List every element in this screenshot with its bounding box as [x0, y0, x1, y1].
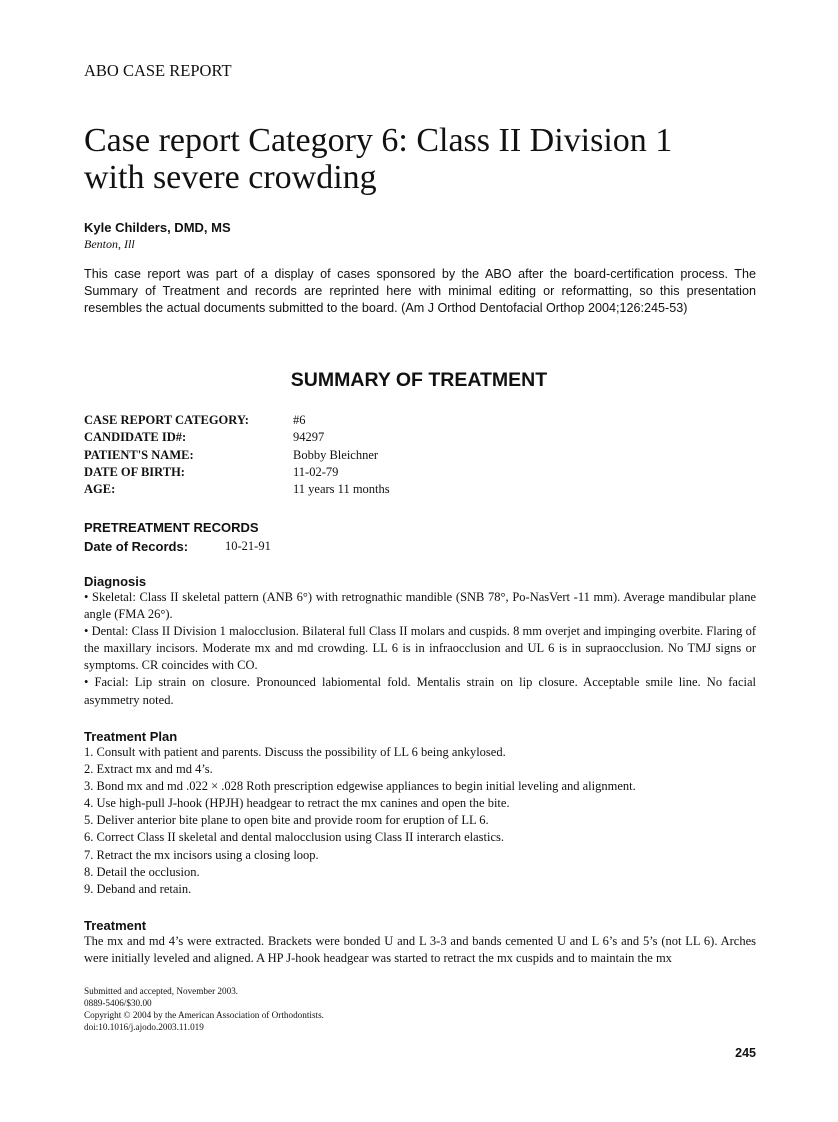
plan-item: 2. Extract mx and md 4’s. — [84, 762, 213, 777]
plan-item: 1. Consult with patient and parents. Discuss the possibility of LL 6 being ankylosed. — [84, 745, 506, 759]
footnote-line: doi:10.1016/j.ajodo.2003.11.019 — [84, 1022, 204, 1032]
date-value: 10-21-91 — [225, 539, 271, 553]
section-heading: PRETREATMENT RECORDS — [84, 520, 259, 535]
date-label: Date of Records: — [84, 539, 189, 554]
treatment-section — [84, 918, 756, 967]
info-value: Bobby Bleichner — [293, 447, 379, 462]
treatment-text: The mx and md 4’s were extracted. Brackets were bonded U and L 3-3 and bands cemented U and L 6’s and 5’s (not LL 6). Arches were initially leveled and aligned. A HP J-hook headgear was started to retract the mx cuspids and to maintain the mx — [84, 934, 756, 966]
section-heading: Treatment — [84, 918, 147, 933]
info-row — [84, 447, 756, 464]
title-line: with severe crowding — [84, 159, 377, 196]
section-heading: Diagnosis — [84, 574, 147, 589]
summary-heading: SUMMARY OF TREATMENT — [290, 369, 548, 391]
info-label: PATIENT'S NAME: — [84, 447, 194, 462]
article-title — [84, 122, 756, 196]
info-row — [84, 429, 756, 446]
info-label: DATE OF BIRTH: — [84, 464, 185, 479]
diagnosis-item: • Facial: Lip strain on closure. Pronounced labiomental fold. Mentalis strain on lip closure. Acceptable smile line. No facial asymmetry noted. — [84, 675, 756, 707]
plan-item: 6. Correct Class II skeletal and dental malocclusion using Class II interarch elastics. — [84, 830, 505, 845]
info-label: CASE REPORT CATEGORY: — [84, 413, 249, 427]
info-row — [84, 464, 756, 481]
author: Kyle Childers, DMD, MS — [84, 220, 231, 235]
section-heading: Treatment Plan — [84, 729, 178, 744]
diagnosis-item: • Skeletal: Class II skeletal pattern (ANB 6°) with retrognathic mandible (SNB 78°, Po-NasVert -11 mm). Average mandibular plane angle (FMA 26°). — [84, 590, 756, 622]
plan-item: 8. Detail the occlusion. — [84, 864, 200, 879]
pretreatment-section — [84, 520, 756, 554]
info-label: AGE: — [84, 482, 116, 497]
footnote-line: 0889-5406/$30.00 — [84, 998, 152, 1008]
footnote-line: Copyright © 2004 by the American Association of Orthodontists. — [84, 1010, 324, 1020]
case-info-table — [84, 412, 756, 498]
info-value: #6 — [293, 413, 306, 427]
diagnosis-section — [84, 574, 756, 709]
author-location: Benton, Ill — [84, 237, 135, 251]
treatment-plan-section — [84, 729, 756, 898]
page-number: 245 — [735, 1046, 756, 1060]
running-header: ABO CASE REPORT — [84, 61, 232, 80]
info-label: CANDIDATE ID#: — [84, 430, 187, 445]
info-value: 11-02-79 — [293, 464, 339, 479]
footnote-line: Submitted and accepted, November 2003. — [84, 986, 239, 996]
info-row — [84, 481, 756, 498]
plan-item: 7. Retract the mx incisors using a closing loop. — [84, 847, 319, 862]
plan-item: 4. Use high-pull J-hook (HPJH) headgear to retract the mx canines and open the bite. — [84, 796, 510, 811]
footnote — [84, 985, 756, 1033]
plan-item: 5. Deliver anterior bite plane to open bite and provide room for eruption of LL 6. — [84, 813, 489, 828]
info-row — [84, 412, 756, 429]
info-value: 11 years 11 months — [293, 482, 390, 497]
abstract: This case report was part of a display of cases sponsored by the ABO after the board-certification process. The Summary of Treatment and records are reprinted here with minimal editing or reformatting, so this presentation resembles the actual documents submitted to the board. (Am J Orthod Dentofacial Orthop 2004;126:245-53) — [84, 267, 756, 315]
title-line: Case report Category 6: Class II Division 1 — [84, 122, 673, 159]
plan-item: 3. Bond mx and md .022 × .028 Roth prescription edgewise appliances to begin initial leveling and alignment. — [84, 779, 636, 794]
info-value: 94297 — [293, 430, 325, 445]
plan-item: 9. Deband and retain. — [84, 881, 192, 896]
diagnosis-item: • Dental: Class II Division 1 malocclusion. Bilateral full Class II molars and cuspids. 8 mm overjet and impinging overbite. Flaring of the maxillary incisors. Moderate mx and md crowding. LL 6 is in infraocclusion and UL 6 is in supraocclusion. No TMJ signs or symptoms. CR coincides with CO. — [84, 624, 756, 673]
